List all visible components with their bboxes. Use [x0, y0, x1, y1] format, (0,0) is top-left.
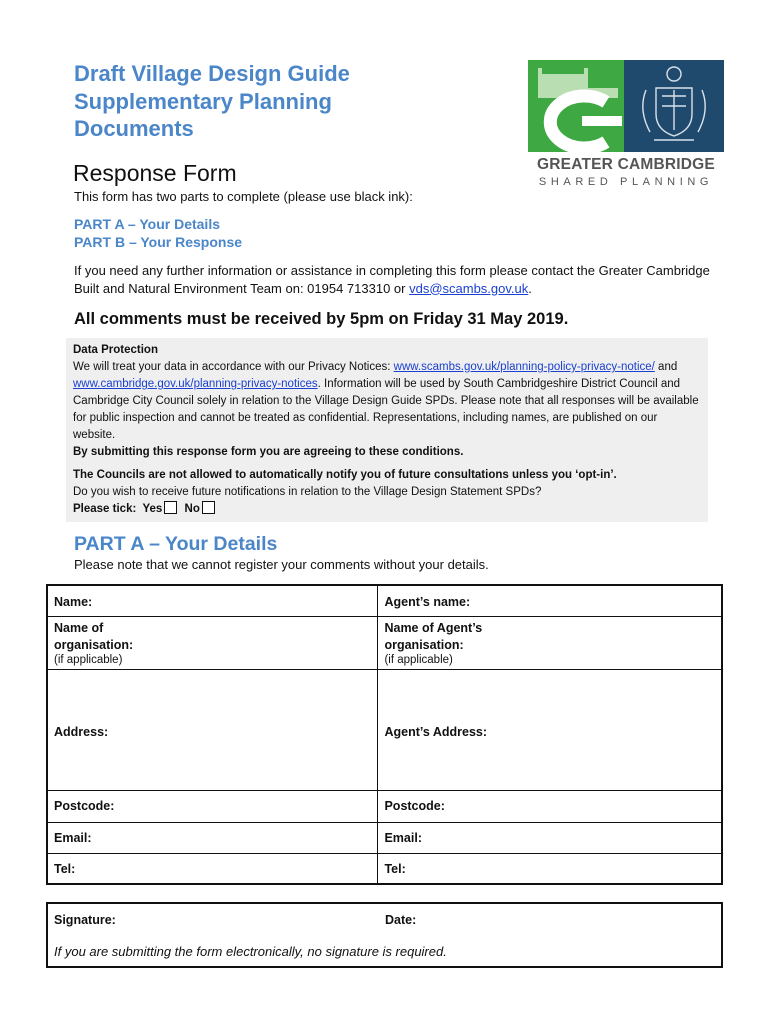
details-table [46, 584, 723, 885]
intro-text: This form has two parts to complete (please use black ink): [74, 189, 413, 204]
contact-info: If you need any further information or assistance in completing this form please contact the Greater Cambridge Built and Natural Environment Team on: 01954 713310 or vds@scambs.gov.uk. [74, 263, 710, 296]
agent-email-field[interactable]: Email: [378, 822, 722, 853]
logo-line-1: GREATER CAMBRIDGE [537, 156, 715, 173]
table-row [47, 616, 722, 669]
date-field[interactable]: Date: [385, 913, 417, 927]
no-label: No [184, 503, 200, 515]
part-a-label: PART A – Your Details [74, 216, 220, 232]
signature-note: If you are submitting the form electronically, no signature is required. [54, 944, 447, 959]
opt-in-tick-row: Please tick: Yes No [73, 501, 701, 518]
data-protection-heading: Data Protection [73, 344, 158, 356]
signature-box [46, 902, 723, 968]
no-checkbox[interactable] [202, 501, 215, 514]
privacy-link-scambs[interactable]: www.scambs.gov.uk/planning-policy-privacy-notice/ [393, 361, 655, 373]
postcode-field[interactable]: Postcode: [47, 790, 378, 822]
contact-email-link[interactable]: vds@scambs.gov.uk [409, 280, 529, 296]
agent-tel-field[interactable]: Tel: [378, 853, 722, 884]
agent-address-field[interactable]: Agent’s Address: [378, 669, 722, 790]
data-protection-text: We will treat your data in accordance with our Privacy Notices: www.scambs.gov.uk/planning-policy-privacy-notice/ and www.cambridge.gov.uk/planning-privacy-notices. Information will be used by South Cambridgeshire District Council and Cambridge City Council solely in relation to the Village Design Guide SPDs. Please note that all responses will be available for public inspection and cannot be treated as confidential. Representations, including names, are published on our website. [73, 361, 699, 441]
coat-of-arms-icon [624, 60, 724, 152]
document-title: Draft Village Design Guide Supplementary Planning Documents [74, 61, 350, 141]
table-row [47, 669, 722, 790]
email-field[interactable]: Email: [47, 822, 378, 853]
table-row [47, 822, 722, 853]
agreement-notice: By submitting this response form you are agreeing to these conditions. [73, 446, 464, 458]
tel-field[interactable]: Tel: [47, 853, 378, 884]
part-a-heading: PART A – Your Details [74, 533, 278, 555]
form-title: Response Form [73, 160, 237, 186]
greater-cambridge-logo [528, 60, 724, 190]
logo-line-2: SHARED PLANNING [538, 176, 714, 188]
opt-in-notice: The Councils are not allowed to automatically notify you of future consultations unless you ‘opt-in’. [73, 469, 617, 481]
table-row [47, 585, 722, 616]
agent-postcode-field[interactable]: Postcode: [378, 790, 722, 822]
table-row [47, 853, 722, 884]
deadline-notice: All comments must be received by 5pm on Friday 31 May 2019. [74, 310, 569, 328]
opt-in-question: Do you wish to receive future notifications in relation to the Village Design Statement SPDs? [73, 486, 542, 498]
parts-list [74, 216, 242, 251]
name-field[interactable]: Name: [47, 585, 378, 616]
chapel-emblem-icon [528, 60, 624, 152]
part-b-label: PART B – Your Response [74, 233, 243, 250]
organisation-field[interactable]: Name of organisation: (if applicable) [47, 616, 378, 669]
agent-name-field[interactable]: Agent’s name: [378, 585, 722, 616]
data-protection-panel [66, 338, 708, 522]
signature-field[interactable]: Signature: [54, 913, 116, 927]
agent-organisation-field[interactable]: Name of Agent’s organisation: (if applicable) [378, 616, 722, 669]
yes-checkbox[interactable] [164, 501, 177, 514]
part-a-note: Please note that we cannot register your comments without your details. [74, 557, 489, 572]
privacy-link-cambridge[interactable]: www.cambridge.gov.uk/planning-privacy-notices [73, 378, 318, 390]
table-row [47, 790, 722, 822]
yes-label: Yes [142, 503, 163, 515]
address-field[interactable]: Address: [47, 669, 378, 790]
